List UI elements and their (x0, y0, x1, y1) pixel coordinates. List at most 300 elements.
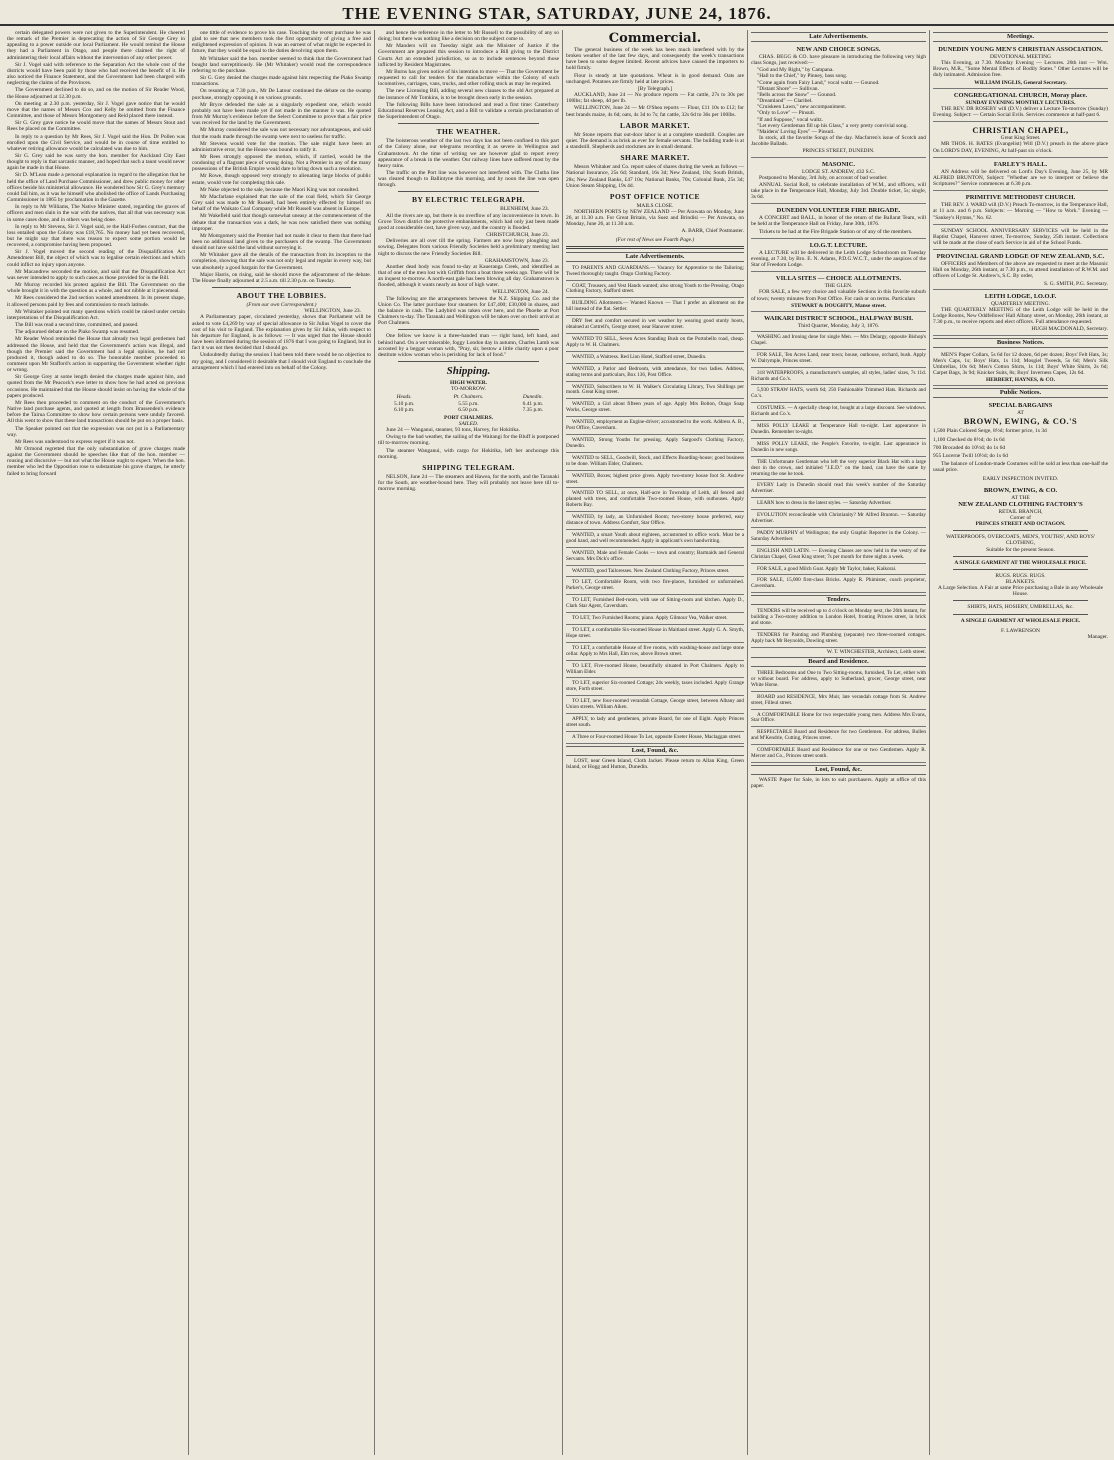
classified-ad-text: WANTED, Boxes; highest price given. Apply two-storey house foot St. Andrew street. (566, 472, 744, 485)
paragraph: The steamer Wanganui, with cargo for Hokitika, left her anchorage this morning. (378, 447, 559, 460)
song-item: "Cruiskeen Lawn," new accompaniment. (757, 104, 847, 111)
chapel-sub: Great King Street. (1000, 135, 1041, 142)
classified-ad-text: TENDERS for Painting and Plumbing (separate) two three-roomed cottages. Apply back Mr Reynolds, Dowling street. (751, 632, 926, 644)
lost-found-text: LOST, near Green Island, Cloth Jacket. Please return to Allan King, Green Island, or Hogg and Hutton, Dunedin. (566, 757, 744, 770)
paragraph: Major Harris, on rising, said he should move the adjournment of the debate. The House finally adjourned at 2.5 a.m. till 2.30 p.m. on Tuesday. (192, 271, 371, 284)
commercial-heading: Commercial. (608, 31, 702, 46)
sunday-school-ad (933, 226, 1108, 250)
classified-ads (566, 264, 744, 744)
ymca-sub: DEVOTIONAL MEETING (990, 54, 1051, 60)
classified-ad-text: FOR SALE, a good Milch Goat. Apply Mr Taylor, baker, Kaikorai. (757, 565, 897, 572)
high-water-label: HIGH WATER. (450, 380, 487, 387)
classified-ad (566, 626, 744, 643)
paragraph: The traffic on the Port line was however not interfered with. The Clutha line was cleared though to Ballintyne this morning, and by noon the line was open through. (378, 169, 559, 189)
classified-ad-text: MISS POLLY LEAKE, the People's Favorite, to-night. Last appearance in Dunedin in new songs. (751, 440, 926, 453)
share-text: Messrs Whitaker and Co. report sales of shares during the week as follows — National Insurance, 25s 6d; Standard, 16s 3d; New Zealand, 18s; South British, 28s; New Zealand Banks, £47 10s; National Banks, 70s; Colonial Bank, 25s 3d; Union Steam Shipping, 19s 4d. (566, 164, 744, 189)
paragraph: Sir J. Vogel moved the second reading of the Disqualification Act Amendment Bill, the object of which was to legalise certain elections and which could inflict no injury upon anyone. (7, 249, 185, 268)
lobbies-byline: (From our own Correspondent.) (246, 302, 317, 309)
songs-intro: CHAS. BEGG & CO. have pleasure in introducing the following very high class Songs, just received:— (751, 54, 926, 67)
classified-ad-text: WANTED TO SELL, at once, Half-acre in Township of Leith, all fenced and planted with trees, and comfortable Two-roomed House, with outhouses. Apply Roberts Bay. (566, 490, 744, 509)
brown-ewing-name-2: BROWN, EWING, & CO. (983, 486, 1058, 494)
paragraph: Mr Rees was understood to express regret if it was not. (15, 438, 135, 445)
classified-ad (566, 264, 744, 281)
classified-ad-text: WANTED, Male and Female Cooks — town and country; Barmaids and General Servants. Mrs Dick's office. (566, 549, 744, 562)
masonic-text: Postponed to Monday, 3rd July, on account of bad weather. (759, 174, 888, 181)
column-3 (374, 30, 562, 1455)
corner-address: PRINCES STREET AND OCTAGON. (975, 521, 1066, 528)
column-2 (188, 30, 374, 1455)
classified-ad (566, 400, 744, 417)
paragraph: Mr Bryce defended the sale as a singularly expedient one, which would probably not have been made yet if not made in the manner it was. He quoted from Mr Murray's evidence before the Select Committee to prove that a fair price was received for the land by the Government. (192, 101, 371, 127)
port-chalmers-label: PORT CHALMERS. (444, 414, 493, 421)
lawrenson-name: F. LAWRENSON (1000, 627, 1040, 634)
lobbies-continued (378, 30, 559, 120)
classified-ad (751, 404, 926, 421)
villa-sub: THE GLEN. (824, 283, 853, 290)
songs-heading: NEW AND CHOICE SONGS. (796, 46, 881, 53)
paragraph: The new Licensing Bill, adding several new clauses to the old Act prepared at the instance of Mr Tomkins, is to be brought down early in the session. (378, 88, 559, 101)
paragraph: Mr Ormond regretted that the only substantiation of grave charges made against the Government should be speeches like that of the hon. member — rousing and discursive — but not what the House ought to expect. When the hon. member who led the Opposition rose to substantiate his grave charges, he utterly failed to bring forward (7, 446, 185, 477)
classified-ad-text: FOR SALE, 15,000 first-class Bricks. Apply R. Phimister, coach proprietor, Caversham. (751, 577, 926, 590)
villa-agents: STEWART & DOUGHTY, Manse street. (791, 302, 886, 309)
classified-ad-text: WANTED TO SELL, Seven Acres Standing Bush on the Portobello road, cheap. Apply to W. H. Chalmers. (566, 336, 744, 348)
waste-paper-text: WASTE Paper for Sale, in lots to suit purchasers. Apply at office of this paper. (751, 776, 926, 790)
weather-heading: THE WEATHER. (436, 127, 501, 137)
chapel-text: MR THOS. H. BATES (Evangelist) Will (D.V.) preach in the above place On LORD'S DAY, EVENING, At half-past six o'clock. (933, 141, 1108, 154)
shipping-heading: Shipping. (446, 365, 491, 378)
leith-heading: LEITH LODGE, I.O.O.F. (984, 292, 1057, 300)
classified-ad (566, 489, 744, 512)
column-5 (747, 30, 929, 1455)
weather-report (378, 138, 559, 188)
social-roll-text: ANNUAL Social Roll, to celebrate installation of W.M., and officers, will take place in the Temperance Hall, Monday, July 3rd. Double ticket, 5s; single, 3s 6d. (751, 181, 926, 201)
dateline: CHRISTCHURCH, June 23. (486, 232, 549, 239)
classified-ad-text: PADDY MURPHY of Wellington; the only Graphic Reporter in the Colony. — Saturday Advertiser. (751, 529, 926, 542)
paragraph: Sir D. M'Lean made a personal explanation in regard to the allegation that he held the office of Land Purchase Commissioner, and drew public money for other offices beside his ministerial allowance. He wondered how Sir G. Grey's memory could fail him, as it was he himself who abolished the office of Lands Purchasing Commissioner in 1865 by proclamation in the Gazette. (7, 172, 185, 204)
classified-ad (566, 644, 744, 661)
manager-label: Manager. (1087, 633, 1108, 640)
classified-ad-text: BUILDING Allotments.— Wanted Known — That I prefer an allotment on the hill instead of the flat. Settler. (566, 300, 744, 313)
telegram-text: The following are the arrangements between the N.Z. Shipping Co. and the Union Co. The latter purchase four steamers for £47,400; £30,000 in shares, and the balance in cash. The Ladybird was taken over here, and the Phoebe at Port Chalmers to-day. The Taranaki and Wellington will be taken over on their arrival at Port Chalmers. (378, 295, 559, 327)
classified-ad-text: TO LET, Comfortable Room, with two fire-places, furnished or unfurnished. Parker's, George street. (566, 579, 744, 592)
classified-ad (751, 386, 926, 403)
classified-ad (751, 529, 926, 546)
paragraph: In reply to Mr Williams, The Native Minister stated, regarding the graves of officers and men slain in the war with the natives, that all that was necessary was in some cases done, and in others was being done. (7, 204, 185, 223)
lobbies-report (192, 314, 371, 370)
classified-ad (566, 614, 744, 625)
telegram-text: One fellow we know is a three-handed man — right hand, left hand, and behind hand. On a wet miserable, foggy London day in autumn, Charles Lamb was accosted by a beggar woman with, "Pray, sir, bestow a little charity upon a poor destitute widow woman who is perishing for lack of food." (378, 333, 559, 358)
grand-lodge-text: OFFICERS and Members of the above are requested to meet at the Masonic Hall on Monday, 26th instant, at 7.30 p.m., to attend installation of R.W.M. and officers of Lodge St. Andrew's, S.C. By order, (933, 261, 1108, 280)
tide-cell: 5.55 p.m. (458, 400, 479, 407)
nz-clothing-name: NEW ZEALAND CLOTHING FACTORY'S (958, 500, 1083, 508)
classified-ad (566, 578, 744, 595)
classified-ad-text: TO LET, Five-roomed House, beautifully situated in Port Chalmers. Apply to William Elder. (566, 662, 744, 675)
primitive-methodist-ad (933, 192, 1108, 224)
paragraph: Mr Montgomery said the Premier had not made it clear to them that there had been no additional land given to the purchasers of the swamp. The Government should not have sold the land without surveying it. (192, 232, 371, 252)
classified-ad-text: BOARD and RESIDENCE, Mrs Muir, late verandah cottage from St. Andrew street, Filleul street. (751, 693, 926, 706)
classified-ad-text: WANTED, Subscribers to W. H. Walker's Circulating Library, Two Shillings per month. Great King street. (566, 383, 744, 396)
season-text: Suitable for the present Season. (986, 546, 1055, 553)
classified-ad (566, 733, 744, 744)
tide-cell: 6.10 p.m. (393, 406, 415, 413)
classified-ad-text: A COMFORTABLE Home for two respectable young men. Address Mrs Evans, Star Office. (751, 711, 926, 724)
classified-ad (566, 418, 744, 435)
classified-ad-text: WASHING and Ironing done for single Men. — Mrs Delargy, opposite Bishop's Chapel. (751, 334, 926, 346)
song-item: "Bells across the Snow" — Gounod. (757, 91, 837, 98)
classified-ad-text: THE Unfortunate Gentleman who left the very superior Black Hat with a large dent in the crown, and initialed "J.E.D." on the band, can have the same by returning the one he took. (751, 458, 926, 477)
paragraph: Mr Whitaker gave all the details of the transaction from its inception to the completion, showing that the sale was not only legal and regular in every way, but was absolutely a good bargain for the Government. (192, 252, 371, 271)
inspection-text: EARLY INSPECTION INVITED. (982, 476, 1059, 483)
classified-ad (751, 746, 926, 763)
at-label: AT (1017, 410, 1024, 417)
leith-lodge-ad (933, 291, 1108, 336)
tide-cell: 7.35 p.m. (522, 406, 544, 413)
ymca-sign: WILLIAM INGLIS, General Secretary. (974, 79, 1067, 86)
divider (953, 569, 1088, 570)
dateline: BLENHEIM, June 23. (500, 206, 549, 213)
bargain-item: 700 Brocaded do 10½d; do 1s 6d (933, 444, 1006, 451)
classified-ad (751, 333, 926, 350)
paragraph: The boisterous weather of the last two days has not been confined to this part of the Colony alone, our telegrams recording it as severe in Wellington and Grahamstown. At the time of writing we are however glad to report every appearance of a break in the weather. Our railway lines have suffered most by the heavy rains. (378, 138, 559, 169)
classified-ad (751, 481, 926, 498)
paragraph: Mr Rees considered the 2nd section wanted amendment. In its present shape, it allowed persons paid by fees and commission to much latitude. (7, 295, 185, 308)
iogt-text: A LECTURE will be delivered in the Leith Lodge Schoolroom on Tuesday evening, at 7.30, by Bro. E. N. Adams, P.D.G.W.C.T., under the auspices of the Star of Freedom Lodge. (751, 249, 926, 269)
post-office-text: NORTHERN PORTS by NEW ZEALAND — Per Arawata on Monday, June 26, at 11.30 a.m. For Great Britain, via Suez and Brindisi — Per Arawata, on Monday, June 26, at 11.30 a.m. (566, 208, 744, 228)
classified-ad-text: TO LET, Furnished Bed-room, with use of Sitting-room and kitchen. Apply D., Clark Star Agent, Caversham. (566, 597, 744, 610)
ymca-ad (933, 44, 1108, 89)
paragraph: Mr Murray considered the sale was not necessary nor advantageous, and said that the roads made through the swamp were next to useless for traffic. (192, 127, 371, 140)
waterproofs-text: WATERPROOFS, OVERCOATS, MEN'S, YOUTHS', AND BOYS' CLOTHING, (946, 534, 1095, 547)
classified-ad (566, 472, 744, 489)
divider (953, 530, 1088, 531)
tide-table (378, 394, 559, 412)
classified-ad-text: WANTED, employment as Engine-driver; accustomed to the work. Address A. B., Post Office, Caversham. (566, 419, 744, 432)
tenders-list (751, 607, 926, 648)
telegraph-heading: BY ELECTRIC TELEGRAPH. (412, 195, 525, 205)
tide-cell: 6.50 p.m. (458, 406, 479, 413)
paragraph: On meeting at 2.30 p.m. yesterday, Sir J. Vogel gave notice that he would move that the names of Messrs Cox and Kelly be omitted from the Finance Committee, and those of Messrs Montgomery and Reid placed there instead. (7, 100, 185, 120)
retail-branch: RETAIL BRANCH, (998, 508, 1043, 515)
grand-lodge-sign: S. G. SMITH, P.G. Secretary. (1044, 280, 1108, 287)
classified-ad-text: LEARN how to dress in the latest styles. — Saturday Advertiser. (757, 500, 892, 507)
farley-text: AN Address will be delivered on Lord's Day's Evening, June 25, by MR ALFRED BRUNTON, Subject: "Whether are we to interpret or believe the Scriptures?" Service commences at 6.30 p.m. (933, 168, 1108, 188)
classified-ad-text: TO LET, new four-roomed verandah Cottage, George street, between Albany and Union streets. William Aiken. (566, 698, 744, 711)
fire-brigade-tickets: Tickets to be had at the Fire Brigade Station or of any of the members. (759, 228, 913, 235)
classified-ad (751, 458, 926, 481)
classified-ad (566, 715, 744, 732)
board-heading: Board and Residence. (751, 657, 926, 667)
paragraph: Mr Macfarlane explained that the sale of the coal field, which Sir George Grey said was made to Mr Russell, had been entirely effected by himself on behalf of the Waikato Coal Company while Mr Russell was absent in Europe. (192, 193, 371, 213)
classified-ad (751, 511, 926, 528)
classified-ad-text: EVERY Lady in Dunedin should read this week's number of the Saturday Advertiser. (751, 482, 926, 495)
business-heading: Business Notices. (933, 338, 1108, 348)
classified-ad (751, 351, 926, 368)
tide-header: Dunedin. (522, 394, 543, 401)
classified-ad-text: TO LET, Two Furnished Rooms; piano. Apply Gilmour Vea, Walker street. (572, 615, 728, 622)
classified-ad (751, 547, 926, 564)
brown-ewing-ad (933, 400, 1108, 642)
classified-ad-text: WANTED, a Girl about fifteen years of age. Apply Mrs Bolton, Otago Soap Works, George street. (566, 401, 744, 414)
ymca-heading: DUNEDIN YOUNG MEN'S CHRISTIAN ASSOCIATION. (938, 46, 1103, 53)
iogt-heading: I.O.G.T. LECTURE. (809, 241, 868, 249)
paragraph: The adjourned debate on the Piako Swamp was resumed. (15, 329, 140, 336)
meetings-heading: Meetings. (933, 32, 1108, 42)
primitive-heading: PRIMITIVE METHODIST CHURCH. (965, 194, 1076, 202)
single-garment-text: A SINGLE GARMENT AT THE WHOLESALE PRICE. (954, 559, 1087, 566)
paragraph: The Speaker pointed out that the expression was not put in a Parliamentary way. (7, 425, 185, 438)
paragraph: Mr Rowe, though opposed very strongly to alienating large blocks of public estate, would vote for completing this sale. (192, 173, 371, 186)
paragraph: Mr Nake objected to the sale, because the Maori King was not consulted. (200, 186, 360, 193)
lobbies-heading: ABOUT THE LOBBIES. (236, 291, 327, 301)
school-heading: WAIKARI DISTRICT SCHOOL, HALFWAY BUSH. (764, 314, 913, 322)
column-4 (562, 30, 747, 1455)
paragraph: On resuming at 7.30 p.m., Mr De Latour continued the debate on the swamp purchase, strongly opposing it on various grounds. (192, 88, 371, 101)
divider (953, 600, 1088, 601)
classified-ad-text: WANTED, by lady, an Unfurnished Room; two-storey house preferred, easy distance of town. Address Comfort, Star Office. (566, 514, 744, 527)
classified-ad-text: 318 WATERPROOFS, a manufacturer's samples, all styles, ladies' sizes, 7s 11d. Richards and Co.'s. (751, 369, 926, 382)
divider (398, 329, 539, 330)
leith-sign: HUGH MACDONALD, Secretary. (1031, 326, 1108, 333)
single-garment-text-2: A SINGLE GARMENT AT WHOLESALE PRICE. (960, 617, 1081, 624)
song-item: "Only to Love" — Pinsuti. (757, 110, 816, 117)
paragraph: Mr Reader Wood reminded the House that already two legal gentlemen had addressed the House, and held that the Government's action was illegal, and though the Premier said the Government had a legal opinion, he had not produced it, though asked to do so. The honorable member proceeded to comment upon Mr Stafford's action in supporting the Government whether right or wrong. (7, 336, 185, 374)
late-ads-heading: Late Advertisements. (751, 32, 926, 42)
classified-ad-text: ENGLISH AND LATIN. — Evening Classes are now held in the vestry of the Christian Chapel, Great King street; 7s per month for three nights a week. (751, 547, 926, 560)
grand-lodge-heading: PROVINCIAL GRAND LODGE OF NEW ZEALAND, S.C. (936, 253, 1105, 261)
classified-ad (566, 513, 744, 530)
divider (953, 556, 1088, 557)
paragraph: The Government declined to do so, and on the motion of Sir Reader Wood, the House adjourned at 12.30 p.m. (7, 87, 185, 100)
paragraph: Mr Rees strongly opposed the motion, which, if carried, would be the condoning of a flagrant piece of wrong doing. Not a Premier in any of the many possessions of the British Empire would dare to bring down such a resolution. (192, 153, 371, 173)
masonic-lodge: LODGE ST. ANDREW, 432 S.C. (801, 168, 876, 175)
paragraph: Sir G. Grey denied the charges made against him respecting the Piako Swamp transactions. (192, 75, 371, 88)
classified-ad-text: COSTUMES. — A specially cheap lot, bought at a large discount. See windows. Richards and Co.'s. (751, 405, 926, 418)
song-item: "Dreamland" — Claribel. (757, 98, 813, 105)
commercial-report (566, 47, 744, 85)
classified-ad-text: TO LET, a comfortable Six-roomed House in Maitland street. Apply G. A. Smyth, Hope street. (566, 627, 744, 639)
classified-ad (566, 353, 744, 364)
board-list (751, 669, 926, 763)
song-item: "God and My Right," by Campana. (757, 67, 834, 74)
ymca-text: This Evening, at 7.30. Monday Evening — Lectures. 26th inst — Wm. Brown, M.R., "Some Mental Effects of Bodily States." Other Lectures will be duly intimated. Admission free. (933, 60, 1108, 79)
classified-ad-text: TO PARENTS AND GUARDIANS.— Vacancy for Apprentice to the Tailoring; Tweed thoroughly taught. Otago Clothing Factory. (566, 264, 744, 277)
school-ad (751, 313, 926, 332)
reduction-text: A Large Selection. A Fair at same Price purchasing a Bale in any Wholesale House. (938, 585, 1103, 598)
villa-sites-ad (751, 273, 926, 312)
telegram-text: All the rivers are up, but there is no overflow of any inconvenience in town. In Grove Town district the protective embankments, which had only just been made good at considerable cost, have given way, and the country is flooded. (378, 212, 559, 231)
classified-ad (566, 662, 744, 679)
paragraph: The following Bills have been introduced and read a first time: Canterbury Educational Reserves Leasing Act, and a Bill to validate a certain proclamation of the Superintendent of Otago. (378, 101, 559, 121)
classified-ad (751, 499, 926, 510)
classified-ad (751, 422, 926, 439)
classified-ad-text: THREE Bedrooms and One to Two Sitting-rooms, furnished, To Let, either with or without board. For address, apply to Sutherland, grocer, George street, near White Horse. (751, 669, 926, 688)
classified-ad-text: MISS POLLY LEAKE at Temperance Hall to-night. Last appearance in Dunedin. Remember to-night. (751, 423, 926, 435)
classified-ad-text: COMFORTABLE Board and Residence for one or two Gentlemen. Apply R. Mercer and Co., Princes street south. (751, 747, 926, 760)
telegram-text: Deliveries are all over till the spring. Farmers are now busy ploughing and sowing. Delegates from various Friendly Societies held a preliminary meeting last night to discuss the new Friendly Societies Bill. (378, 238, 559, 257)
songs-ad (751, 44, 926, 158)
rugs-text: RUGS. RUGS. RUGS. (995, 572, 1046, 579)
herbert-haynes-sign: HERBERT, HAYNES, & CO. (986, 377, 1055, 384)
paragraph: Mr Murray recorded his protest against the Bill. The Government on the whole brought it in with the question as a whole, and not nibble at it piecemeal. (7, 282, 185, 295)
classified-ad-text: 5,930 STRAW HATS, worth 6d; 250 Fashionable Trimmed Hats. Richards and Co.'s. (751, 387, 926, 400)
paragraph: Mr Macandrew seconded the motion, and said that the Disqualification Act was never intended to apply to such cases as those provided for in the Bill. (7, 268, 185, 281)
bargains-list (933, 428, 1108, 459)
lobbies-dateline: WELLINGTON, June 23. (304, 308, 361, 315)
telegram-text: Another dead body was found to-day at Kaueranga Creek, and identified as that of one of the men lost with Griffith from a boat three weeks ago. There will be an inquest to-morrow. A north-east gale has been blowing all day. Grahamstown is flooded, although it wants nearly an hour of high water. (378, 263, 559, 289)
grand-lodge-ad (933, 251, 1108, 290)
classified-ad-text: WANTED, Strong Youths for pressing. Apply Sargood's Clothing Factory, Dunedin. (566, 436, 744, 449)
tide-header: Pt. Chalmers. (453, 394, 484, 401)
paragraph: In reply to Mr Stevens, Sir J. Vogel said, re the Hall-Forbes contract, that the loss entailed upon the Colony was £18,765. No money had yet been recovered, but he might say that there was reason to expect some portion would be recovered, a compromise having been proposed. (7, 223, 185, 249)
classified-ads (751, 333, 926, 593)
bargain-item: 955 Lucerne Twill 10½d; do 1s 6d (933, 452, 1008, 459)
classified-ad (566, 335, 744, 352)
song-item: "Distant Shore" — Sullivan. (757, 85, 819, 92)
chapel-ad (933, 123, 1108, 157)
congregational-ad (933, 90, 1108, 122)
congregational-heading: CONGREGATIONAL CHURCH, Moray place. (953, 91, 1088, 99)
paragraph: A Parliamentary paper, circulated yesterday, shows that Parliament will be asked to vote £4,269 by way of special allowance to Sir Julius Vogel to cover the cost of his visit to England. The explanation given by Sir Julius, with respect to his departure for England, is as follows: — It was urged that the House should have been informed during the session of 1876 that I was going to England, but in fact it was not then decided that I should go. (192, 314, 371, 352)
paragraph: Undoubtedly during the session I had been told there would be no objection to my going, and I considered it desirable that I should visit England to conclude the arrangement which I had entered into on behalf of the Colony. (192, 352, 371, 371)
song-item: "Come again from Fairy Land," vocal waltz — Gounod. (757, 79, 880, 86)
shirts-text: SHIRTS, HATS, HOSIERY, UMBRELLAS, &c. (967, 604, 1074, 611)
column-6 (929, 30, 1111, 1455)
post-office-heading: POST OFFICE NOTICE (609, 191, 701, 201)
divider (398, 191, 539, 192)
share-heading: SHARE MARKET. (620, 153, 690, 163)
herbert-haynes-text: MEN'S Paper Collars, 5s 6d for 12 dozen, 6d per dozen; Boys' Felt Hats, 3s; Men's Caps, 1s; Boys' Hats, 1s 11d; Mosgiel Tweeds, 5s 6d; Men's Silk Umbrellas, 10s 6d; Men's Cotton Shirts, 1s 11d; Boys' White Shirts, 2s 6d; Carpet Bags, 3s 9d; Knicker Suits, 8s; Boys' Inverness Capes, 12s 6d. (933, 351, 1108, 376)
dateline: WELLINGTON, June 24. (492, 289, 549, 296)
classified-ad-text: WANTED to SELL, Goodwill, Stock, and Effects Boarding-house; good business to be done. William Elder, Chalmers. (566, 454, 744, 467)
bargain-item: 1,100 Checked do 8½d; do 1s 6d (933, 436, 1005, 443)
fire-brigade-text: A CONCERT and BALL, in honor of the return of the Ballarat Team, will be held at the Temperance Hall on Friday, June 30th, 1876. (751, 215, 926, 228)
auckland-market: AUCKLAND, June 24 — No produce reports — Fat cattle, 27s to 30s per 100lbs; fat sheep, 4d per lb. (566, 92, 744, 105)
classified-ad (566, 596, 744, 613)
sailed-label: SAILED. (458, 420, 479, 427)
farley-hall-ad (933, 159, 1108, 191)
news-continued-note: (For rest of News see Fourth Page.) (615, 236, 695, 243)
bargain-item: 1,500 Plain Colored Serge, 8½d; former price, 1s 3d (933, 428, 1047, 435)
newspaper-title: THE EVENING STAR, SATURDAY, JUNE 24, 1876. (342, 4, 772, 23)
parliament-report-continued (192, 30, 371, 284)
late-ads-heading: Late Advertisements. (566, 252, 744, 262)
paragraph: The general business of the week has been much interfered with by the broken weather of the last few days, and consequently the week's transactions have been to some degree limited. Recent advices have caused the importers to hold firmly. (566, 47, 744, 72)
paragraph: and hence the reference in the letter to Mr Russell to the possibility of any so doing; but there was nothing like a decision on the subject come to. (378, 30, 559, 43)
classified-ad (566, 567, 744, 578)
paragraph: Owing to the bad weather, the sailing of the Waitangi for the Bluff is postponed till to-morrow morning. (378, 434, 559, 447)
paragraph: Sir G. Grey said he was sorry the hon. member for Auckland City East thought to reply in that sarcastic manner, and hoped that such a taunt would never again be made in that House. (7, 152, 185, 172)
villa-text: FOR SALE, a few very choice and valuable Sections in this favorite suburb of town; twenty minutes from Post Office. For cash or on terms. Particulars (751, 289, 926, 302)
divider (953, 614, 1088, 615)
paragraph: one tittle of evidence to prove his case. Touching the recent purchase he was glad to see that new members took the first opportunity of giving a free and enlightened expression of opinion. It was an earnest of what might be expected in future, that they would be equal to the duties devolving upon them. (192, 30, 371, 55)
divider (398, 361, 539, 362)
classified-ad-text: EVOLUTION reconcileable with Christianity? Mr Alfred Brunton. — Saturday Advertiser. (751, 512, 926, 525)
classified-ad-text: WANTED, a Parlor and Bedroom, with attendance, for two ladies. Address, stating terms and particulars, Box 136, Post Office. (566, 365, 744, 378)
wellington-market: WELLINGTON, June 24 — Mr O'Shea reports — Flour, £11 10s to £12; for best brands maize, 4s 6d; oats, 4s 3d to 7s; fat cattle, 32s 6d to 36s per 100lbs. (566, 105, 744, 118)
classified-ad-text: WANTED, good Tailoresses. New Zealand Clothing Factory, Princes street. (572, 567, 730, 574)
tenders-sign: W. T. WINCHESTER, Architect, Leith street. (826, 648, 926, 655)
classified-ad (751, 711, 926, 728)
sunday-school-text: SUNDAY SCHOOL ANNIVERSARY SERVICES will be held in the Baptist Chapel, Hanover street, To-morrow, Sunday, 25th instant. Collections will be made at the close of each Service in aid of the School Funds. (933, 227, 1108, 246)
classified-ad (751, 440, 926, 457)
classified-ad (751, 607, 926, 630)
classified-ad (566, 531, 744, 548)
paragraph: Mr Rees then proceeded to comment on the conduct of the Government's Native land purchase agents, and quoted at length from Brassenden's evidence before the Tairua Committee to show how certain persons were unduly favored. All this went to show that these land transactions should be put on a proper basis. (7, 399, 185, 425)
song-item: "Hall to the Chief," by Pinney, bass song. (757, 73, 848, 80)
classified-ad-text: WANTED, a smart Youth about eighteen, accustomed to office work. Must be a good hand, and well recommended. Apply in applicant's own handwriting. (566, 531, 744, 544)
classified-ad (566, 697, 744, 714)
leith-sub: QUARTERLY MEETING. (990, 300, 1051, 307)
masonic-heading: MASONIC. (821, 160, 856, 168)
classified-ad-text: TENDERS will be received up to 4 o'clock on Monday next, the 26th instant, for building a Two-storey addition to London Hotel, fronting Princes street, in brick and stone. (751, 608, 926, 627)
labor-heading: LABOR MARKET. (619, 120, 691, 130)
divider (566, 246, 744, 249)
blankets-text: BLANKETS. (1005, 578, 1036, 585)
classified-ad (751, 576, 926, 593)
classified-ad (566, 549, 744, 566)
song-item: "Let every Gentleman fill up his Glass," a very pretty convivial song. (757, 122, 908, 129)
post-office-sub: MAILS CLOSE. (636, 202, 674, 209)
songs-list (751, 67, 926, 135)
special-bargains: SPECIAL BARGAINS (988, 402, 1053, 410)
labor-text: Mr Stone reports that out-door labor is at a complete standstill. Couples are quiet. The demand is as brisk as ever for female servants. The building trade is at a standstill. Shepherds and stockmen are in small demand. (566, 131, 744, 151)
song-item: "If and Suppose," vocal waltz. (757, 116, 824, 123)
divider (398, 123, 539, 124)
classified-ad (566, 679, 744, 696)
songs-address: PRINCES STREET, DUNEDIN. (802, 148, 875, 155)
shipping-telegram-heading: SHIPPING TELEGRAM. (422, 462, 515, 472)
classified-ad (751, 631, 926, 648)
lost-found-heading: Lost, Found, &c. (751, 765, 926, 775)
classified-ad (566, 383, 744, 400)
paragraph: Mr Whitaker pointed out many questions which could be raised under certain interpretations of the Disqualification Act. (7, 308, 185, 321)
paragraph: Mr Whitaker said the hon. member seemed to think that the Government had bought land surreptitiously. He (Mr Whitaker) would read the correspondence referring to the purchase. (192, 55, 371, 74)
paragraph: Mr Burns has given notice of his intention to move — That the Government be requested to call for tenders for the manufacture within the Colony of such locomotives, carriages, vans, trucks, and other rolling stock as may be required. (378, 68, 559, 88)
songs-stock: In stock, all the favorite Songs of the day. Macfarren's issue of Scotch and Jacobite Ballads. (751, 135, 926, 148)
primitive-text: THE REV. J. WARD will (D.V.) Preach To-morrow, in the Temperance Hall, at 11 a.m. and 6 p.m. Subjects: — Morning — "How to Work." Evening — "Sankey's Hymns," No. 62. (933, 202, 1108, 221)
paragraph: Mr Stevens would vote for the motion. The sale might have been an administrative error, but the House was bound to ratify it. (192, 140, 371, 153)
brown-ewing-name: BROWN, EWING, & CO.'S (963, 416, 1078, 427)
classified-ad (566, 282, 744, 299)
tenders-heading: Tenders. (751, 595, 926, 605)
classified-ad-text: RESPECTABLE Board and Residence for two Gentlemen. For address, Bullen and M'Kendrie, Cutting, Princes street. (751, 729, 926, 742)
paragraph: certain delegated powers were not given to the Superintendent. He cheered the remark of the Premier in deprecating the action of Sir George Grey in appealing to a power outside our local Parliament. He would remind the House they had a Parliament in Otago, and people there claimed the right of administering their local affairs without the intervention of any other power. (7, 30, 185, 61)
tide-cell: 5.10 p.m. (393, 400, 415, 407)
paragraph: Mr Manders will on Tuesday night ask the Minister of Justice if the Government are prepared this session to introduce a Bill giving to the District Courts Act an extended jurisdiction, so as to include sentences beyond those inflicted by Resident Magistrates. (378, 43, 559, 68)
lost-found-heading: Lost, Found, &c. (566, 746, 744, 756)
leith-text: THE QUARTERLY MEETING of the Leith Lodge will be held in the Lodge Rooms, New Oddfellows' Hall Albany street, on Monday, 26th instant, at 7.30 p.m., to receive reports and elect officers. Full attendance requested. (933, 306, 1108, 326)
classified-ad-text: TO LET, superior Six-roomed Cottage; 24s weekly, taxes included. Apply Grange store, Forth street. (566, 680, 744, 693)
paragraph: Sir George Grey at some length denied the charges made against him, and quoted from the Mr Peacock's ewe letter to show how he had acted on previous occasions. He maintained that the House should insist on having the whole of the papers produced. (7, 374, 185, 399)
school-text: Third Quarter, Monday, July 3, 1876. (797, 322, 880, 329)
classified-ad-text: FOR SALE, Ten Acres Land, near town; house, outhouse, orchard, bush. Apply W. Dalrymple, Princes street. (751, 351, 926, 364)
congregational-text: THE REV. DR ROSEBY will (D.V.) deliver a Lecture To-morrow (Sunday) Evening. Subject: — Certain Social Evils. Services commence at half-past 6. (933, 105, 1108, 119)
herbert-haynes-ad (933, 350, 1108, 387)
classified-ad-text: TO LET, a comfortable House of five rooms, with washing-house and large stone cellar. Apply to Mrs Hall, Elm row, above Brown street. (566, 644, 744, 657)
paragraph: Flour is steady at late quotations. Wheat is in good demand. Oats are unchanged. Potatoes are firmly held at late prices. (566, 72, 744, 85)
classified-ad (566, 317, 744, 334)
post-office-sign: A. BARR, Chief Postmaster. (681, 228, 744, 235)
paragraph: In reply to a question by Mr Rees, Sir J. Vogel said the Hon. Dr Pollen was enrolled upon the Civil Service, and would be in course of time entitled to whatever retiring allowance would be calculated was due to him. (7, 133, 185, 152)
masthead (0, 4, 1114, 26)
classified-ad (566, 454, 744, 471)
classified-ad (751, 669, 926, 692)
paragraph: The Bill was read a second time, committed, and passed. (15, 322, 139, 329)
divider (212, 287, 351, 288)
public-notices-heading: Public Notices. (933, 388, 1108, 398)
tide-cell: 6.41 p.m. (522, 400, 544, 407)
classified-ad (566, 299, 744, 316)
